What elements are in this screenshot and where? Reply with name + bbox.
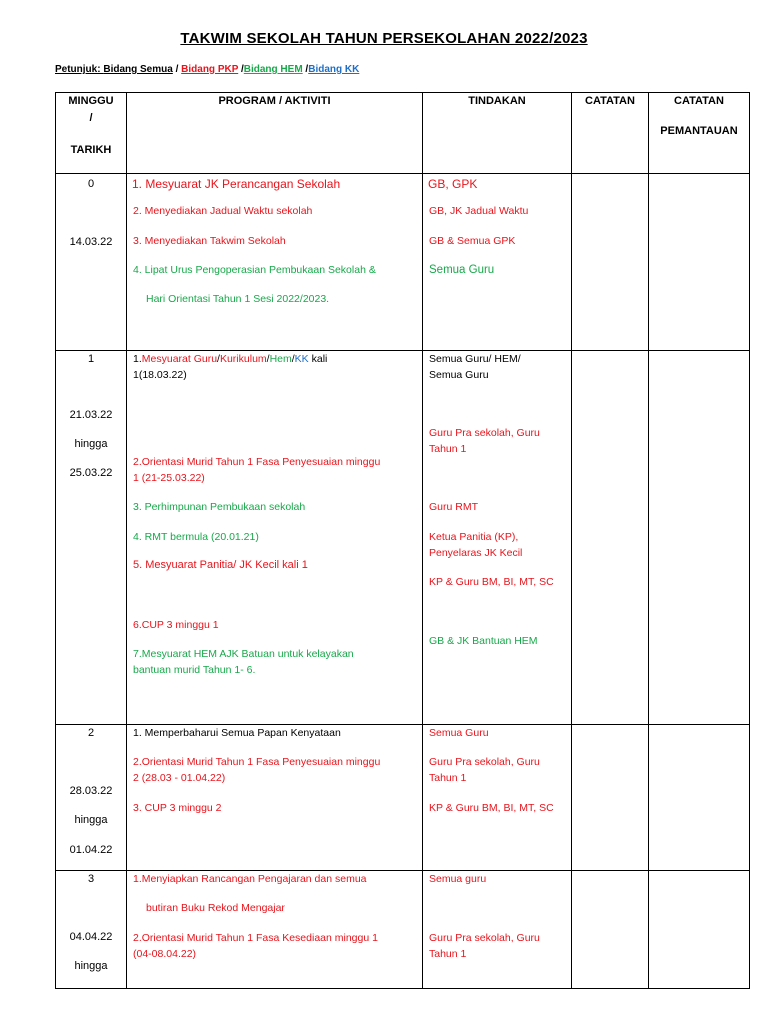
header-tindakan-label: TINDAKAN (468, 95, 526, 107)
page-title: TAKWIM SEKOLAH TAHUN PERSEKOLAHAN 2022/2023 (180, 30, 588, 47)
tindakan-item: Guru Pra sekolah, Guru (429, 932, 540, 944)
program-sep: / (291, 353, 295, 365)
header-row (56, 93, 750, 174)
program-sep: / (217, 353, 220, 365)
tindakan-cell (423, 174, 572, 351)
week-date: 01.04.22 (69, 844, 113, 856)
legend-hem: Bidang HEM (243, 64, 303, 75)
program-cell (127, 174, 423, 351)
week-date: 28.03.22 (69, 785, 113, 797)
program-num: 1. (133, 353, 142, 365)
week-cell (56, 725, 127, 871)
program-cell (127, 871, 423, 989)
header-tarikh-label: TARIKH (70, 144, 112, 156)
week-cell (56, 351, 127, 725)
program-kali: kali (308, 353, 328, 365)
catatan-cell (572, 871, 649, 989)
catatan-cell (572, 174, 649, 351)
week-date-hingga: hingga (74, 814, 108, 826)
tindakan-cell (423, 725, 572, 871)
header-minggu-label: MINGGU (68, 95, 114, 107)
program-item: 1 (21-25.03.22) (133, 472, 205, 484)
tindakan-item: Semua Guru (429, 727, 489, 739)
week-cell (56, 174, 127, 351)
legend-sep: / (302, 64, 309, 75)
header-catatan-label: CATATAN (585, 95, 635, 107)
table-row (56, 871, 750, 989)
tindakan-cell (423, 351, 572, 725)
header-catatan-pemantauan-line2: PEMANTAUAN (660, 125, 738, 137)
program-cell (127, 725, 423, 871)
header-catatan-pemantauan-line1: CATATAN (674, 95, 724, 107)
week-cell (56, 871, 127, 989)
program-item: 4. RMT bermula (20.01.21) (133, 531, 259, 543)
week-number: 3 (87, 873, 95, 885)
tindakan-item: Guru Pra sekolah, Guru (429, 756, 540, 768)
week-date-hingga: hingga (74, 960, 108, 972)
catatan-pemantauan-cell (649, 174, 750, 351)
takwim-table (55, 92, 750, 989)
header-catatan (572, 93, 649, 174)
tindakan-item: Semua Guru (429, 369, 489, 381)
tindakan-item: Penyelaras JK Kecil (429, 547, 523, 559)
program-item: 3. CUP 3 minggu 2 (133, 802, 222, 814)
catatan-cell (572, 351, 649, 725)
tindakan-item: Semua Guru (429, 264, 495, 276)
program-kk: KK (294, 353, 309, 365)
program-item: 2. Menyediakan Jadual Waktu sekolah (133, 205, 313, 217)
program-item: 2.Orientasi Murid Tahun 1 Fasa Kesediaan minggu 1 (133, 932, 378, 944)
program-item: (04-08.04.22) (133, 948, 197, 960)
header-program (127, 93, 423, 174)
program-item: 3. Menyediakan Takwim Sekolah (133, 235, 286, 247)
program-item: Hari Orientasi Tahun 1 Sesi 2022/2023. (146, 293, 330, 305)
tindakan-item: Semua Guru/ HEM/ (429, 353, 521, 365)
legend-kk: Bidang KK (308, 64, 360, 75)
tindakan-item: Guru RMT (429, 501, 479, 513)
header-slash: / (89, 112, 93, 124)
tindakan-item: GB & JK Bantuan HEM (429, 635, 538, 647)
week-number: 0 (87, 178, 95, 190)
tindakan-item: GB, GPK (428, 177, 478, 191)
program-item: 1. Mesyuarat JK Perancangan Sekolah (132, 177, 341, 191)
week-date: 14.03.22 (69, 236, 113, 248)
catatan-pemantauan-cell (649, 351, 750, 725)
tindakan-item: Ketua Panitia (KP), (429, 531, 519, 543)
program-hem: Hem (269, 353, 292, 365)
legend (55, 64, 359, 75)
legend-sep: / (238, 64, 244, 75)
header-program-label: PROGRAM / AKTIVITI (218, 95, 331, 107)
program-item: 7.Mesyuarat HEM AJK Batuan untuk kelayakan (133, 648, 354, 660)
tindakan-item: Tahun 1 (429, 443, 467, 455)
tindakan-item: GB & Semua GPK (429, 235, 516, 247)
program-item: 4. Lipat Urus Pengoperasian Pembukaan Sekolah & (133, 264, 376, 276)
table-row (56, 725, 750, 871)
program-item: 1.Menyiapkan Rancangan Pengajaran dan semua (133, 873, 367, 885)
tindakan-item: Tahun 1 (429, 772, 467, 784)
program-cell (127, 351, 423, 725)
week-number: 2 (87, 727, 95, 739)
catatan-pemantauan-cell (649, 725, 750, 871)
program-item: 2.Orientasi Murid Tahun 1 Fasa Penyesuaian minggu (133, 456, 381, 468)
legend-pkp: Bidang PKP (181, 64, 239, 75)
header-minggu (56, 93, 127, 174)
program-kurikulum: Kurikulum (219, 353, 267, 365)
legend-sep: / (172, 64, 182, 75)
week-date: 04.04.22 (69, 931, 113, 943)
tindakan-item: GB, JK Jadual Waktu (429, 205, 529, 217)
week-date: 21.03.22 (69, 409, 113, 421)
program-item: 1(18.03.22) (133, 369, 187, 381)
tindakan-item: Semua guru (429, 873, 487, 885)
catatan-cell (572, 725, 649, 871)
program-item: 3. Perhimpunan Pembukaan sekolah (133, 501, 306, 513)
program-item: bantuan murid Tahun 1- 6. (133, 664, 256, 676)
program-sep: / (266, 353, 270, 365)
header-tindakan (423, 93, 572, 174)
table-row (56, 351, 750, 725)
week-number: 1 (87, 353, 95, 365)
table-row (56, 174, 750, 351)
program-item: 6.CUP 3 minggu 1 (133, 619, 219, 631)
program-item: 2 (28.03 - 01.04.22) (133, 772, 226, 784)
tindakan-item: Guru Pra sekolah, Guru (429, 427, 540, 439)
legend-semua: Bidang Semua (103, 64, 173, 75)
tindakan-item: Tahun 1 (429, 948, 467, 960)
program-item: 5. Mesyuarat Panitia/ JK Kecil kali 1 (133, 559, 308, 571)
catatan-pemantauan-cell (649, 871, 750, 989)
week-date: 25.03.22 (69, 467, 113, 479)
tindakan-cell (423, 871, 572, 989)
week-date-hingga: hingga (74, 438, 108, 450)
legend-prefix: Petunjuk: (55, 64, 104, 75)
program-item: butiran Buku Rekod Mengajar (146, 902, 285, 914)
program-item: 2.Orientasi Murid Tahun 1 Fasa Penyesuaian minggu (133, 756, 381, 768)
header-catatan-pemantauan (649, 93, 750, 174)
program-item: 1. Memperbaharui Semua Papan Kenyataan (133, 727, 341, 739)
program-item (133, 351, 327, 367)
tindakan-item: KP & Guru BM, BI, MT, SC (429, 576, 554, 588)
program-guru: Mesyuarat Guru (141, 353, 218, 365)
tindakan-item: KP & Guru BM, BI, MT, SC (429, 802, 554, 814)
